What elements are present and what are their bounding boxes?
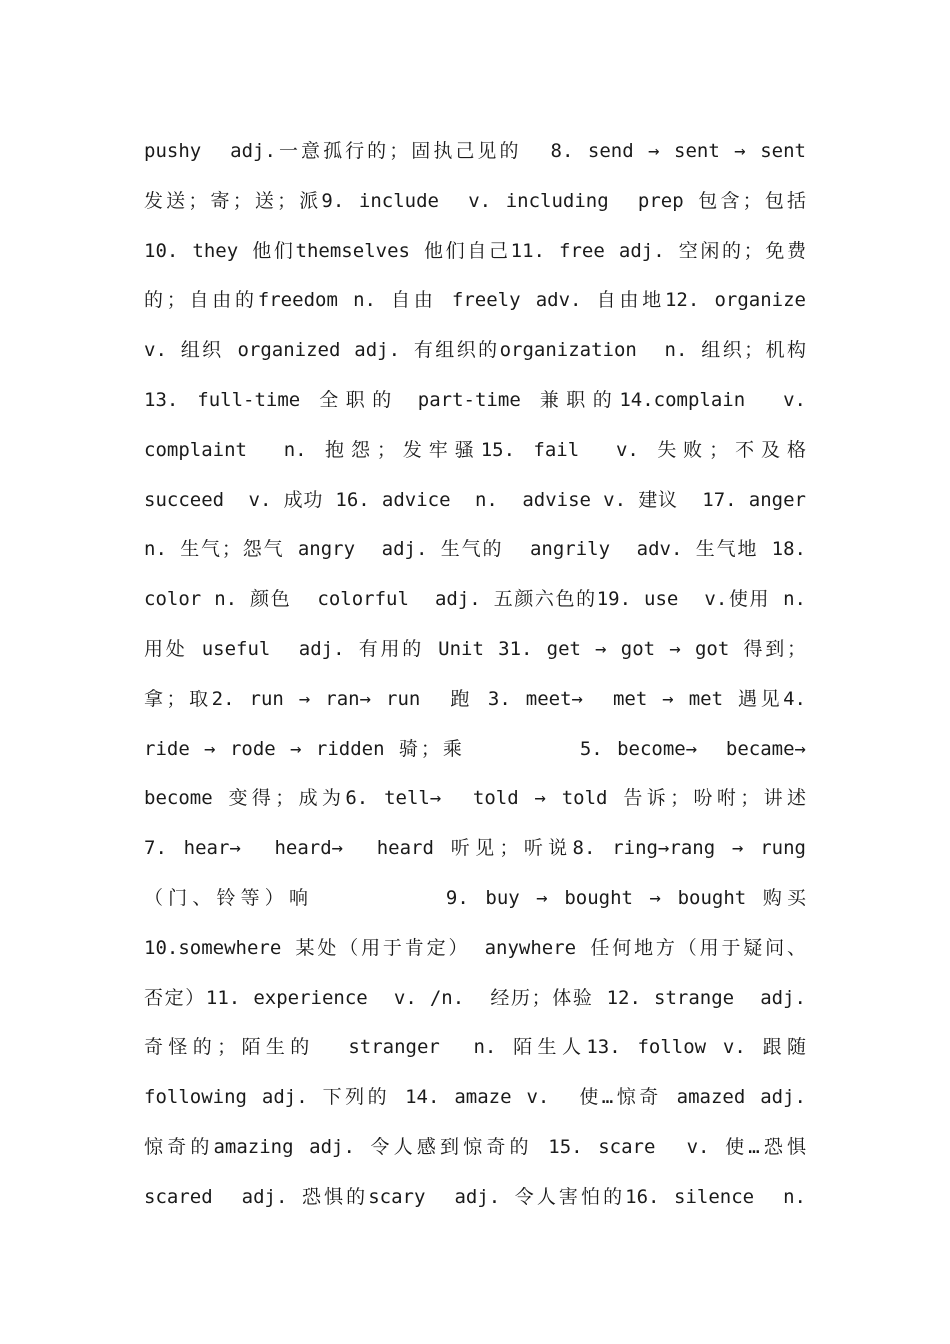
text-line: 10. they 他们themselves 他们自己11. free adj. 空闲的；免费 (144, 239, 806, 262)
text-line: color n. 颜色 colorful adj. 五颜六色的19. use v.使用 n. (144, 588, 806, 611)
text-line: become 变得；成为6. tell→ told → told 告诉；吩咐；讲述 (144, 787, 806, 810)
vocabulary-text-block (144, 127, 806, 1223)
text-line: 7. hear→ heard→ heard 听见；听说8. ring→rang → rung (144, 837, 806, 860)
text-line: pushy adj.一意孤行的；固执己见的 8. send → sent → sent (144, 140, 806, 162)
text-line: 惊奇的amazing adj. 令人感到惊奇的 15. scare v. 使…恐惧 (144, 1135, 806, 1158)
text-line: v. 组织 organized adj. 有组织的organization n. 组织；机构 (144, 339, 806, 362)
text-line: n. 生气；怨气 angry adj. 生气的 angrily adv. 生气地 18. (144, 538, 806, 561)
text-line: 用处 useful adj. 有用的 Unit 31. get → got → got 得到； (144, 637, 806, 660)
text-line: following adj. 下列的 14. amaze v. 使…惊奇 amazed adj. (144, 1086, 806, 1109)
text-line: scared adj. 恐惧的scary adj. 令人害怕的16. silence n. (144, 1185, 806, 1208)
text-line: 拿；取2. run → ran→ run 跑 3. meet→ met → met 遇见4. (144, 687, 806, 710)
text-line: succeed v. 成功 16. advice n. advise v. 建议 17. anger (144, 488, 806, 511)
text-line: 10.somewhere 某处（用于肯定） anywhere 任何地方（用于疑问、 (144, 936, 806, 959)
text-line: 发送；寄；送；派9. include v. including prep 包含；包括 (144, 189, 806, 212)
text-line: 13. full-time 全职的 part-time 兼职的14.complain v. (144, 388, 806, 411)
text-line: complaint n. 抱怨；发牢骚15. fail v. 失败；不及格 (144, 438, 806, 461)
text-line: （门、铃等）响 9. buy → bought → bought 购买 (144, 886, 806, 909)
text-line: ride → rode → ridden 骑；乘 5. become→ became→ (144, 737, 806, 760)
text-line: 的；自由的freedom n. 自由 freely adv. 自由地12. organize (144, 289, 806, 312)
text-line: 否定）11. experience v. /n. 经历；体验 12. strange adj. (144, 986, 806, 1009)
text-line: 奇怪的；陌生的 stranger n. 陌生人13. follow v. 跟随 (144, 1036, 806, 1059)
